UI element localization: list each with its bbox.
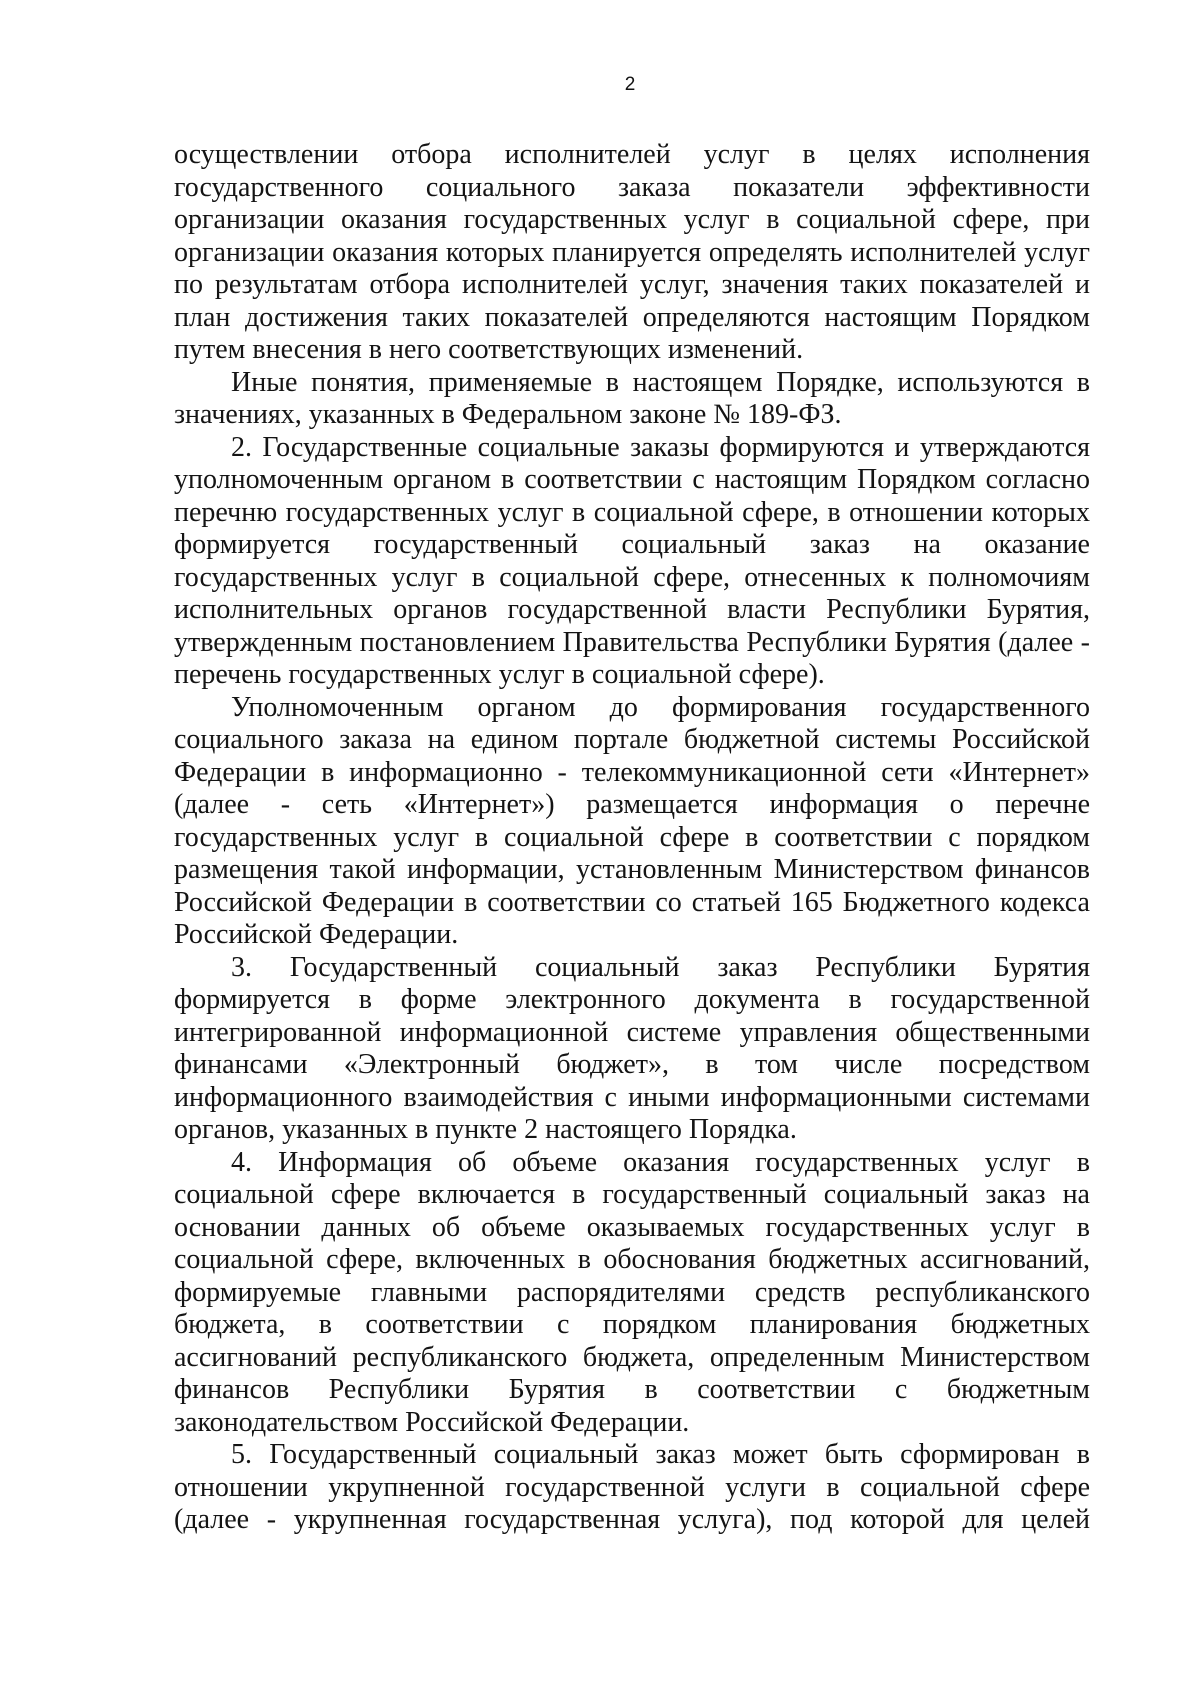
paragraph-continuation: осуществлении отбора исполнителей услуг в целях исполнения государственного социального заказа показатели эффективности организации оказания государственных услуг в социальной сфере, при организации оказания которых планируется определять исполнителей услуг по результатам отбора исполнителей услуг, значения таких показателей и план достижения таких показателей определяются настоящим Порядком путем внесения в него соответствующих изменений. — [174, 139, 1090, 365]
paragraph-authorized-body: Уполномоченным органом до формирования государственного социального заказа на едином портале бюджетной системы Российской Федерации в информационно - телекоммуникационной сети «Интернет» (далее - сеть «Интернет») размещается информация о перечне государственных услуг в социальной сфере в соответствии с порядком размещения такой информации, установленным Министерством финансов Российской Федерации в соответствии со статьей 165 Бюджетного кодекса Российской Федерации. — [174, 691, 1090, 950]
document-body — [174, 139, 1090, 1537]
paragraph-item-2: 2. Государственные социальные заказы формируются и утверждаются уполномоченным органом в соответствии с настоящим Порядком согласно перечню государственных услуг в социальной сфере, в отношении которых формируется государственный социальный заказ на оказание государственных услуг в социальной сфере, отнесенных к полномочиям исполнительных органов государственной власти Республики Бурятия, утвержденным постановлением Правительства Республики Бурятия (далее - перечень государственных услуг в социальной сфере). — [174, 431, 1090, 690]
page-number: 2 — [624, 74, 636, 95]
paragraph-item-5: 5. Государственный социальный заказ может быть сформирован в отношении укрупненной государственной услуги в социальной сфере (далее - укрупненная государственная услуга), под которой для целей — [174, 1439, 1090, 1535]
paragraph-item-4: 4. Информация об объеме оказания государственных услуг в социальной сфере включается в государственный социальный заказ на основании данных об объеме оказываемых государственных услуг в социальной сфере, включенных в обоснования бюджетных ассигнований, формируемые главными распорядителями средств республиканского бюджета, в соответствии с порядком планирования бюджетных ассигнований республиканского бюджета, определенным Министерством финансов Республики Бурятия в соответствии с бюджетным законодательством Российской Федерации. — [174, 1146, 1090, 1438]
paragraph-item-3: 3. Государственный социальный заказ Республики Бурятия формируется в форме электронного документа в государственной интегрированной информационной системе управления общественными финансами «Электронный бюджет», в том числе посредством информационного взаимодействия с иными информационными системами органов, указанных в пункте 2 настоящего Порядка. — [174, 951, 1090, 1145]
paragraph-definitions: Иные понятия, применяемые в настоящем Порядке, используются в значениях, указанных в Федеральном законе № 189-ФЗ. — [174, 366, 1090, 430]
